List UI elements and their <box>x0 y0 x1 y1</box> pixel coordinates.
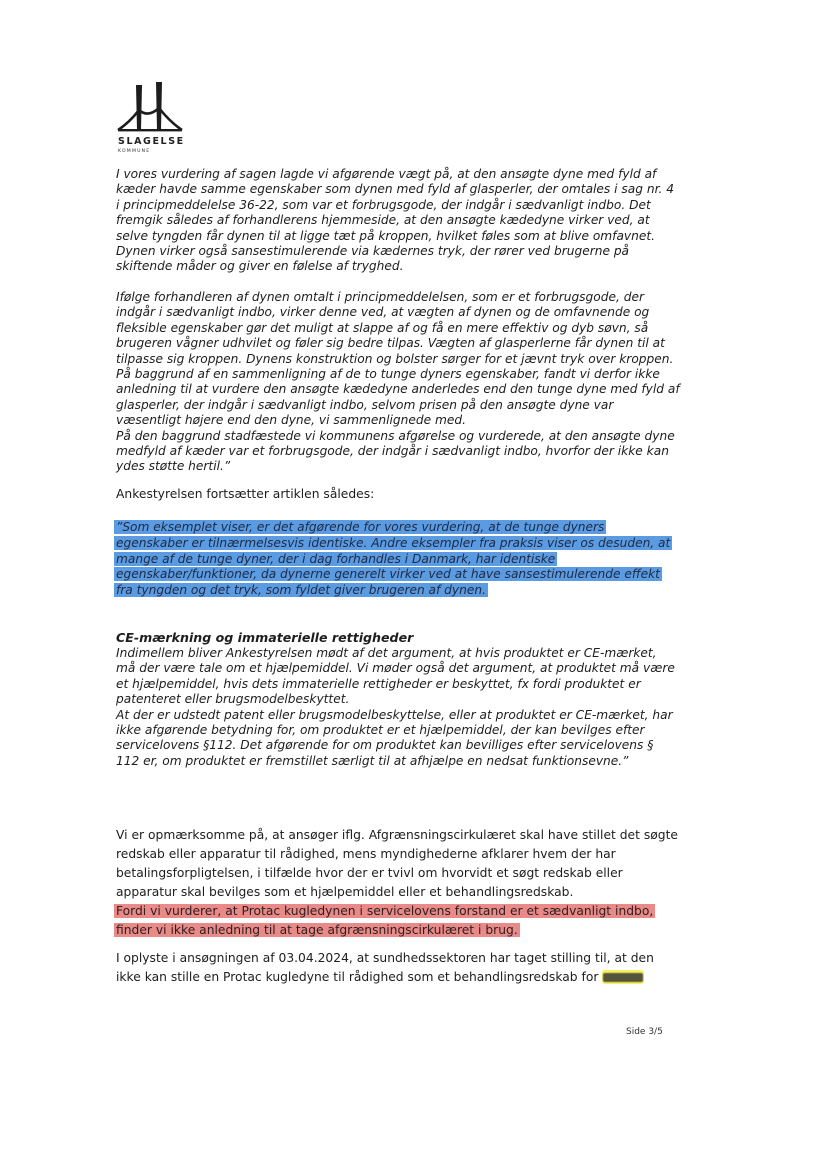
section-heading: CE-mærkning og immaterielle rettigheder <box>116 630 414 645</box>
text-line: tilpasse sig kroppen. Dynens konstruktion og bolster sørger for et jævnt tryk over kroppen. <box>116 351 674 366</box>
text-line: ydes støtte hertil.” <box>116 459 231 474</box>
text-line: fremgik således af forhandlerens hjemmeside, at den ansøgte kædedyne virker ved, at <box>116 213 650 228</box>
blue-highlighted-quote <box>116 520 672 599</box>
text-line: 112 er, om produktet er fremstillet særligt til at afhjælpe en nedsat funktionsevne.” <box>116 753 629 768</box>
text-line: På den baggrund stadfæstede vi kommunens afgørelse og vurderede, at den ansøgte dyne <box>116 428 675 443</box>
logo-name: SLAGELSE <box>118 136 185 147</box>
text-line: Indimellem bliver Ankestyrelsen mødt af det argument, at hvis produktet er CE-mærket, <box>116 646 657 660</box>
text-line: Ifølge forhandleren af dynen omtalt i principmeddelelsen, som er et forbrugsgode, der <box>116 290 644 304</box>
quote-paragraph-1 <box>116 167 674 275</box>
body-paragraph-4 <box>116 949 654 987</box>
text-line: apparatur skal bevilges som et hjælpemiddel eller et behandlingsredskab. <box>116 885 574 899</box>
text-line: glasperler, der indgår i sædvanligt indbo, selvom prisen på den ansøgte dyne var <box>116 397 614 412</box>
text-line: I vores vurdering af sagen lagde vi afgørende vægt på, at den ansøgte dyne med fyld af <box>116 167 657 181</box>
text-line: betalingsforpligtelsen, i tilfælde hvor der er tvivl om hvorvidt et søgt redskab eller <box>116 866 623 880</box>
continues-sentence: Ankestyrelsen fortsætter artiklen således: <box>116 487 375 501</box>
quote-paragraph-2 <box>116 290 680 475</box>
text-line: væsentligt højere end den dyne, vi sammenlignede med. <box>116 413 466 428</box>
text-line: et hjælpemiddel, hvis dets immaterielle rettigheder er beskyttet, fx fordi produktet er <box>116 676 641 691</box>
page-number: Side 3/5 <box>626 1027 663 1037</box>
text-line: ikke kan stille en Protac kugledyne til rådighed som et behandlingsredskab for <box>116 970 599 984</box>
highlighted-line: fra tyngden og det tryk, som fyldet giver brugeren af dynen. <box>116 583 486 598</box>
highlighted-line: egenskaber er tilnærmelsesvis identiske. Andre eksempler fra praksis viser os desuden, at <box>116 535 671 550</box>
text-line: Dynen virker også sansestimulerende via kædernes tryk, der rører ved brugerne på <box>116 244 630 259</box>
text-line: servicelovens §112. Det afgørende for om produktet kan bevilliges efter servicelovens § <box>116 738 654 753</box>
redacted-name <box>602 970 644 984</box>
text-line: brugeren vågner udhvilet og føler sig bedre tilpas. Vægten af glasperlerne får dynen til at <box>116 336 665 351</box>
text-line: kæder havde samme egenskaber som dynen med fyld af glasperler, der omtales i sag nr. 4 <box>116 182 674 197</box>
ce-paragraph <box>116 646 675 769</box>
text-line: Vi er opmærksomme på, at ansøger iflg. Afgrænsningscirkulæret skal have stillet det søgte <box>116 828 678 842</box>
text-line: medfyld af kæder var et forbrugsgode, der indgår i sædvanligt indbo, hvorfor der ikke kan <box>116 444 669 459</box>
text-line: fleksible egenskaber gør det muligt at slappe af og få en mere effektiv og dyb søvn, så <box>116 320 649 335</box>
logo-subtitle: KOMMUNE <box>118 149 151 154</box>
highlighted-line: finder vi ikke anledning til at tage afgrænsningscirkulæret i brug. <box>116 923 518 937</box>
text-line: ikke afgørende betydning for, om produktet er et hjælpemiddel, der kan bevilges efter <box>116 723 645 738</box>
text-line: skiftende måder og giver en følelse af tryghed. <box>116 259 404 274</box>
text-line: i principmeddelelse 36-22, som var et forbrugsgode, der indgår i sædvanligt indbo. Det <box>116 197 651 212</box>
text-line: I oplyste i ansøgningen af 03.04.2024, at sundhedssektoren har taget stilling til, at den <box>116 951 654 965</box>
highlighted-line: egenskaber/funktioner, da dynerne generelt virker ved at have sansestimulerende effekt <box>116 567 660 582</box>
text-line: indgår i sædvanligt indbo, virker denne ved, at vægten af dynen og de omfavnende og <box>116 305 650 320</box>
text-line: På baggrund af en sammenligning af de to tunge dyners egenskaber, fandt vi derfor ikke <box>116 367 660 382</box>
text-line: At der er udstedt patent eller brugsmodelbeskyttelse, eller at produktet er CE-mærket, har <box>116 707 673 722</box>
bridge-logo-icon <box>116 78 186 134</box>
text-line: anledning til at vurdere den ansøgte kædedyne anderledes end den tunge dyne med fyld af <box>116 382 680 397</box>
text-line: selve tyngden får dynen til at ligge tæt på kroppen, hvilket føles som at blive omfavnet. <box>116 228 655 243</box>
text-line: patenteret eller brugsmodelbeskyttet. <box>116 692 350 707</box>
text-line: må der være tale om et hjælpemiddel. Vi møder også det argument, at produktet må være <box>116 661 675 676</box>
text-line: redskab eller apparatur til rådighed, mens myndighederne afklarer hvem der har <box>116 847 616 861</box>
body-paragraph-3 <box>116 826 678 940</box>
highlighted-line: mange af de tunge dyner, der i dag forhandles i Danmark, har identiske <box>116 551 556 566</box>
highlighted-line: Fordi vi vurderer, at Protac kugledynen i servicelovens forstand er et sædvanligt indbo, <box>116 904 654 918</box>
highlighted-line: ”Som eksemplet viser, er det afgørende for vores vurdering, at de tunge dyners <box>116 520 605 534</box>
redaction-mark <box>603 973 643 982</box>
slagelse-logo <box>116 78 186 134</box>
